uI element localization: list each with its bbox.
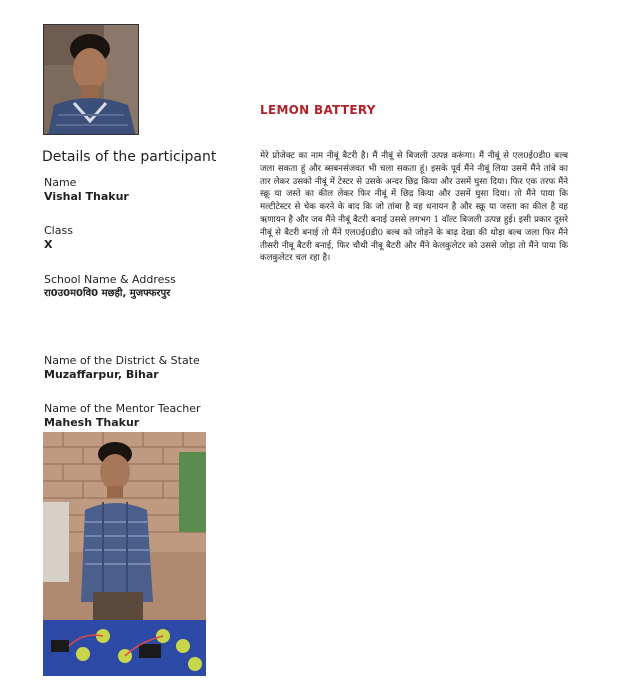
class-label: Class [44, 224, 73, 237]
name-value: Vishal Thakur [44, 190, 129, 203]
mentor-field [44, 402, 201, 430]
district-label: Name of the District & State [44, 354, 200, 367]
participant-portrait-photo [43, 24, 139, 135]
name-field [44, 176, 129, 204]
school-value: रा0उ0म0वि0 मछही, मुजफ्फरपुर [44, 288, 171, 299]
mentor-label: Name of the Mentor Teacher [44, 402, 201, 415]
name-label: Name [44, 176, 77, 189]
class-value: X [44, 238, 53, 251]
school-field [44, 273, 176, 301]
project-title: LEMON BATTERY [260, 103, 376, 117]
portrait-image [44, 25, 139, 135]
mentor-value: Mahesh Thakur [44, 416, 140, 429]
class-field [44, 224, 73, 252]
school-label: School Name & Address [44, 273, 176, 286]
district-field [44, 354, 200, 382]
project-description: मेरे प्रोजेक्ट का नाम नीबूं बैटरी है। मैं नीबूं से बिजली उत्पन्न करूंगा। मैं नीबूं से एल0ई0डी0 बल्ब जला सकता हूं और ब्सबनसंजवत भी चला सकता हूं। इसके पूर्व मैंने नीबूं लिया उसमें मैंने तांबे का तार लेकर उसको नीबूं में टेस्टर से उसके अन्दर छिद्र किया और उसमें घुसा दिया। फिर एक तरफ मैंने स्क्रू या जस्ते का कील लेकर फिर नीबूं में छिद्र किया और उसमें घुसा दिया। तो मैंने पाया कि मल्टीटेस्टर से चेक करने के बाद कि जो तांबा है वह धनायन है और स्क्रू या जस्ता का कील है वह ऋणायन है और जब मैंने नीबूं बैटरी बनाई उससे लगभग 1 वॉल्ट बिजली उत्पन्न हुई। इसी प्रकार दूसरे नीबूं से बैटरी बनाई तो मैंने एल0ई0डी0 बल्ब को जोड़ने के बाढ़ देखा की थोड़ा बल्ब जला फिर मैंने तीसरी नीबू बैटरी बनाई, फिर चौथी नीबू बैटरी और मैंने केलकुलेटर को उससे जोड़ा तो मैंने पाया कि कलकुलेटर चल रहा है। [260, 151, 568, 264]
project-photo [43, 432, 206, 676]
participant-details-heading: Details of the participant [42, 149, 217, 165]
project-image [43, 432, 206, 676]
district-value: Muzaffarpur, Bihar [44, 368, 159, 381]
